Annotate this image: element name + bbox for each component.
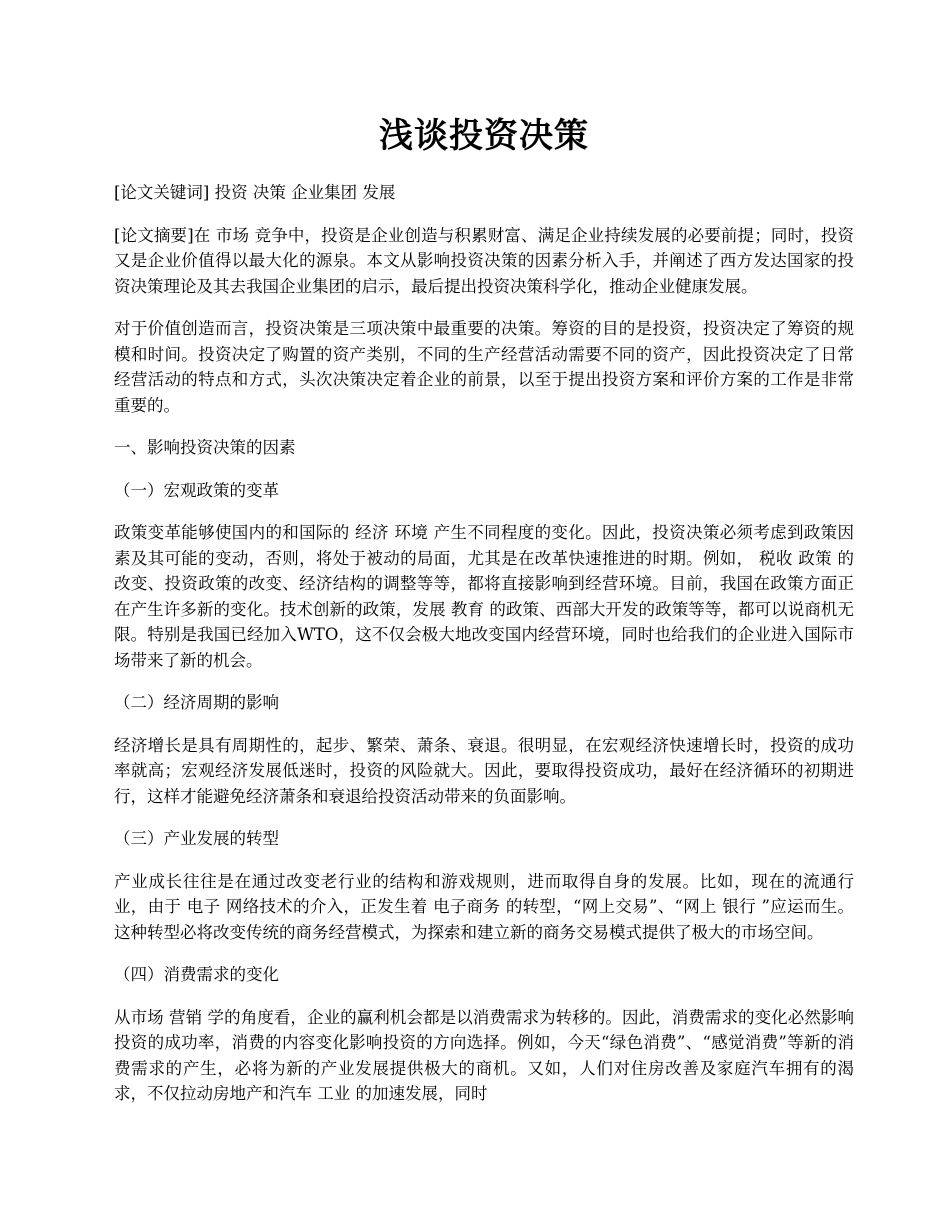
section-heading-factors: 一、影响投资决策的因素 (114, 438, 296, 457)
document-title: 浅谈投资决策 (379, 116, 589, 156)
subsection-heading-consumer-demand: （四）消费需求的变化 (114, 965, 279, 984)
subsection-body-consumer-demand: 从市场 营销 学的角度看，企业的赢利机会都是以消费需求为转移的。因此，消费需求的变化必然影响投资的成功率，消费的内容变化影响投资的方向选择。例如，今天“绿色消费”、“感觉消费”等新的消费需求的产生，必将为新的产业发展提供极大的商机。又如，人们对住房改善及家庭汽车拥有的渴求，不仅拉动房地产和汽车 工业 的加速发展，同时 (114, 1007, 854, 1103)
intro-paragraph: 对于价值创造而言，投资决策是三项决策中最重要的决策。筹资的目的是投资，投资决定了筹资的规模和时间。投资决定了购置的资产类别，不同的生产经营活动需要不同的资产，因此投资决定了日常经营活动的特点和方式，头次决策决定着企业的前景，以至于提出投资方案和评价方案的工作是非常重要的。 (114, 319, 854, 415)
subsection-body-macro-policy: 政策变革能够使国内的和国际的 经济 环境 产生不同程度的变化。因此，投资决策必须考虑到政策因素及其可能的变动，否则，将处于被动的局面，尤其是在改革快速推进的时期。例如， 税收 政策 的改变、投资政策的改变、经济结构的调整等等，都将直接影响到经营环境。目前，我国在政策方面正在产生许多新的变化。技术创新的政策，发展 教育 的政策、西部大开发的政策等等，都可以说商机无限。特别是我国已经加入WTO，这不仅会极大地改变国内经营环境，同时也给我们的企业进入国际市场带来了新的机会。 (114, 523, 854, 670)
subsection-heading-industry-transition: （三）产业发展的转型 (114, 829, 279, 848)
subsection-heading-macro-policy: （一）宏观政策的变革 (114, 480, 279, 500)
keywords-paragraph: [论文关键词] 投资 决策 企业集团 发展 (114, 183, 396, 202)
abstract-paragraph: [论文摘要]在 市场 竞争中，投资是企业创造与积累财富、满足企业持续发展的必要前提；同时，投资又是企业价值得以最大化的源泉。本文从影响投资决策的因素分析入手，并阐述了西方发达国家的投资决策理论及其去我国企业集团的启示，最后提出投资决策科学化，推动企业健康发展。 (114, 225, 854, 296)
subsection-body-industry-transition: 产业成长往往是在通过改变老行业的结构和游戏规则，进而取得自身的发展。比如，现在的流通行业，由于 电子 网络技术的介入，正发生着 电子商务 的转型，“网上交易”、“网上 银行 ”应运而生。这种转型必将改变传统的商务经营模式，为探索和建立新的商务交易模式提供了极大的市场空间。 (114, 871, 854, 942)
subsection-heading-economic-cycle: （二）经济周期的影响 (114, 693, 279, 712)
document-page (114, 112, 854, 1124)
subsection-body-economic-cycle: 经济增长是具有周期性的，起步、繁荣、萧条、衰退。很明显，在宏观经济快速增长时，投资的成功率就高；宏观经济发展低迷时，投资的风险就大。因此，要取得投资成功，最好在经济循环的初期进行，这样才能避免经济萧条和衰退给投资活动带来的负面影响。 (114, 735, 854, 806)
